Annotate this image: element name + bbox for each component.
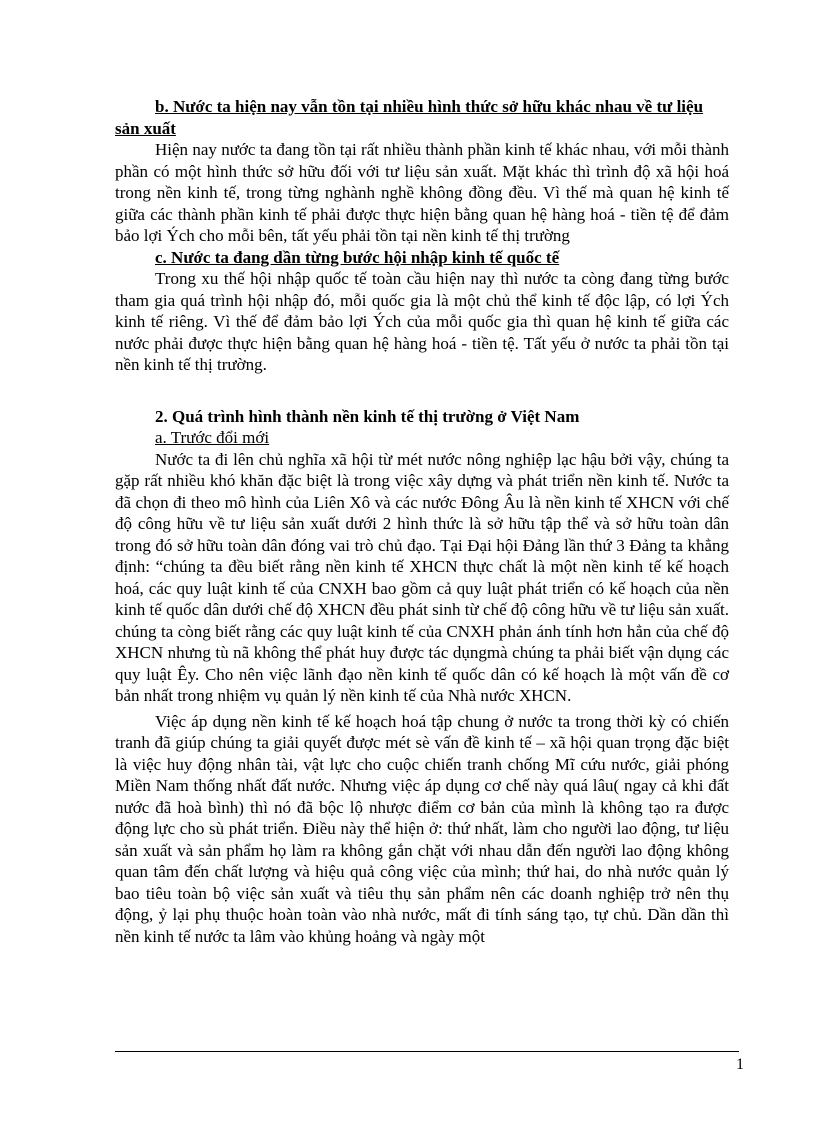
section-b-paragraph: Hiện nay nước ta đang tồn tại rất nhiều thành phần kinh tế khác nhau, với mỗi thành phần có một hình thức sở hữu đối với tư liệu sản xuất. Mặt khác thì trình độ xã hội hoá trong nền kinh tế, trong từng nghành nghề không đồng đều. Vì thế mà quan hệ kinh tế giữa các thành phần kinh tế phải được thực hiện bằng quan hệ hàng hoá - tiền tệ để đảm bảo lợi Ých cho mỗi bên, tất yếu phải tồn tại nền kinh tế thị trường <box>115 140 729 245</box>
page-number: 1 <box>736 1056 744 1073</box>
footer-divider <box>115 1051 739 1052</box>
document-page <box>115 96 729 947</box>
section-c-heading: c. Nước ta đang dần từng bước hội nhập kinh tế quốc tế <box>155 247 560 267</box>
section-2-paragraph-2: Việc áp dụng nền kinh tế kế hoạch hoá tập chung ở nước ta trong thời kỳ có chiến tranh đã giúp chúng ta giải quyết được mét sè vấn đề kinh tế – xã hội quan trọng đặc biệt là việc huy động nhân tài, vật lực cho cuộc chiến tranh chống Mĩ cứu nước, giải phóng Miền Nam thống nhất đất nước. Nhưng việc áp dụng cơ chế này quá lâu( ngay cả khi đất nước đã hoà bình) thì nó đã bộc lộ nhược điểm cơ bản của mình là không tạo ra được động lực cho sù phát triển. Điều này thể hiện ở: thứ nhất, làm cho người lao động, tư liệu sản xuất và sản phẩm họ làm ra không gắn chặt với nhau dẫn đến người lao động không quan tâm đến chất lượng và hiệu quả công việc của mình; thứ hai, do nhà nước quản lý bao tiêu toàn bộ việc sản xuất và tiêu thụ sản phẩm nên các doanh nghiệp trở nên thụ động, ỷ lại phụ thuộc hoàn toàn vào nhà nước, mất đi tính sáng tạo, tự chủ. Dần dần thì nền kinh tế nước ta lâm vào khủng hoảng và ngày một <box>115 711 729 946</box>
section-2-heading: 2. Quá trình hình thành nền kinh tế thị trường ở Việt Nam <box>155 406 580 426</box>
section-2-subheading: a. Trước đổi mới <box>155 428 270 447</box>
section-2-paragraph-1: Nước ta đi lên chủ nghĩa xã hội từ mét nước nông nghiệp lạc hậu bởi vậy, chúng ta gặp rất nhiều khó khăn đặc biệt là trong việc xây dựng và phát triển nền kinh tế. Nước ta đã chọn đi theo mô hình của Liên Xô và các nước Đông Âu là nền kinh tế XHCN với chế độ công hữu về tư liệu sản xuất dưới 2 hình thức là sở hữu tập thể và sở hữu toàn dân trong đó sở hữu toàn dân đóng vai trò chủ đạo. Tại Đại hội Đảng lần thứ 3 Đảng ta khẳng định: “chúng ta đều biết rằng nền kinh tế XHCN thực chất là một nền kinh tế kế hoạch hoá, các quy luật kinh tế của CNXH bao gồm cả quy luật phát triển có kế hoạch của nền kinh tế quốc dân dưới chế độ XHCN đều phát sinh từ chế độ công hữu về tư liệu sản xuất. chúng ta còng biết rằng các quy luật kinh tế của CNXH phản ánh tính hơn hẳn của chế độ XHCN nhưng tù nã không thể phát huy được tác dụngmà chúng ta phải biết vận dụng các quy luật Êy. Cho nên việc lãnh đạo nền kinh tế quốc dân có kế hoạch là một vấn đề cơ bản nhất trong nhiệm vụ quản lý nền kinh tế của Nhà nước XHCN. <box>115 449 729 705</box>
section-b-heading: b. Nước ta hiện nay vẫn tồn tại nhiều hình thức sở hữu khác nhau về tư liệu sản xuất <box>115 97 704 138</box>
section-gap <box>115 376 729 406</box>
section-c-paragraph: Trong xu thế hội nhập quốc tế toàn cầu hiện nay thì nước ta còng đang từng bước tham gia quá trình hội nhập đó, mỗi quốc gia là một chủ thể kinh tế độc lập, có lợi Ých kinh tế riêng. Vì thế để đảm bảo lợi Ých của mỗi quốc gia thì quan hệ kinh tế giữa các nước phải được thực hiện bằng quan hệ hàng hoá - tiền tệ. Tất yếu ở nước ta phải tồn tại nền kinh tế thị trường. <box>115 269 729 374</box>
